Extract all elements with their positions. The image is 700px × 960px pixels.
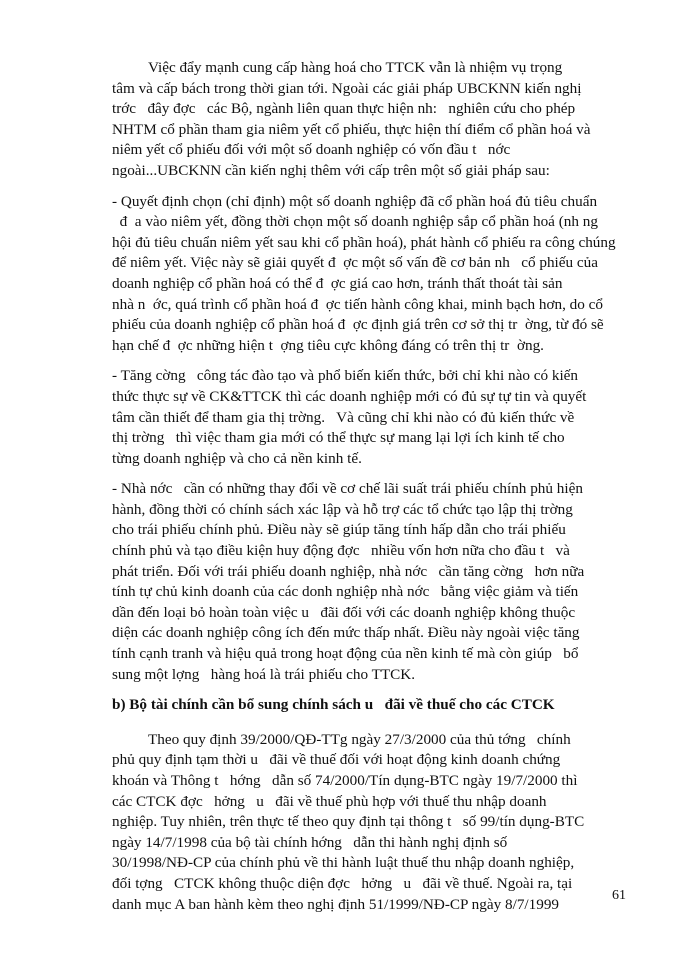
text-line: NHTM cổ phần tham gia niêm yết cổ phiếu, thực hiện thí điểm cổ phần hoá và [112,120,591,138]
section-heading: b) Bộ tài chính cần bổ sung chính sách u đãi về thuế cho các CTCK [112,696,555,714]
text-line: phủ quy định tạm thời u đãi về thuế đối với hoạt động kinh doanh chứng [112,751,561,769]
paragraph-listing-decision [112,192,620,357]
text-line: Theo quy định 39/2000/QĐ-TTg ngày 27/3/2000 của thủ tớng chính [148,730,571,748]
page-number: 61 [612,888,626,903]
page-body [112,58,620,925]
paragraph-intro [112,58,620,182]
text-line: tính tự chủ kinh doanh của các donh nghiệp nhà nớc bằng việc giảm và tiến [112,583,579,601]
text-line: tính cạnh tranh và hiệu quả trong hoạt động của nền kinh tế mà còn giúp bổ [112,645,579,663]
text-line: niêm yết cổ phiếu đối với một số doanh nghiệp có vốn đầu t nớc [112,141,511,159]
text-line: sung một lợng hàng hoá là trái phiếu cho TTCK. [112,665,416,683]
text-line: diện các doanh nghiệp công ích đến mức thấp nhất. Điều này ngoài việc tăng [112,624,580,642]
text-line: trớc đây đợc các Bộ, ngành liên quan thực hiện nh: nghiên cứu cho phép [112,100,576,118]
text-line: khoán và Thông t hớng dẫn số 74/2000/Tín dụng-BTC ngày 19/7/2000 thì [112,772,578,789]
text-line: Việc đẩy mạnh cung cấp hàng hoá cho TTCK vẫn là nhiệm vụ trọng [148,59,563,76]
text-line: từng doanh nghiệp và cho cả nền kinh tế. [112,449,362,467]
text-line: để niêm yết. Việc này sẽ giải quyết đ ợc một số vấn đề cơ bản nh cổ phiếu của [112,254,598,272]
text-line: nhà n ớc, quá trình cổ phần hoá đ ợc tiến hành công khai, minh bạch hơn, do cổ [112,295,603,313]
text-line: đ a vào niêm yết, đồng thời chọn một số doanh nghiệp sắp cổ phần hoá (nh ng [112,213,598,231]
text-line: dần đến loại bỏ hoàn toàn việc u đãi đối với các doanh nghiệp không thuộc [112,603,576,621]
paragraph-state-bonds [112,479,620,685]
text-line: 30/1998/NĐ-CP của chính phủ về thi hành luật thuế thu nhập doanh nghiệp, [112,854,575,872]
text-line: thức thực sự về CK&TTCK thì các doanh nghiệp mới có đủ sự tự tin và quyết [112,387,587,405]
text-line: - Tăng cờng công tác đào tạo và phổ biến kiến thức, bởi chỉ khi nào có kiến [112,367,579,385]
text-line: hành, đồng thời có chính sách xác lập và hỗ trợ các tổ chức tạo lập thị trờng [112,500,573,518]
text-line: cho trái phiếu chính phủ. Điều này sẽ giúp tăng tính hấp dẫn cho trái phiếu [112,521,566,539]
text-line: tâm cần thiết để tham gia thị trờng. Và cũng chỉ khi nào có đủ kiến thức về [112,408,575,426]
paragraph-tax-policy [112,730,620,915]
text-line: các CTCK đợc hởng u đãi về thuế phù hợp với thuế thu nhập doanh [112,792,547,810]
text-line: tâm và cấp bách trong thời gian tới. Ngoài các giải pháp UBCKNN kiến nghị [112,79,582,97]
text-line: - Quyết định chọn (chỉ định) một số doanh nghiệp đã cổ phần hoá đủ tiêu chuẩn [112,192,598,210]
text-line: ngày 14/7/1998 của bộ tài chính hớng dẫn thi hành nghị định số [112,833,508,851]
text-line: thị trờng thì việc tham gia mới có thể thực sự mang lại lợi ích kinh tế cho [112,429,565,447]
text-line: phát triển. Đối với trái phiếu doanh nghiệp, nhà nớc cần tăng cờng hơn nữa [112,562,585,580]
text-line: phiếu của doanh nghiệp cổ phần hoá đ ợc định giá trên cơ sở thị tr ờng, từ đó sẽ [112,316,604,334]
text-line: hạn chế đ ợc những hiện t ợng tiêu cực không đáng có trên thị tr ờng. [112,336,544,354]
text-line: chính phủ và tạo điều kiện huy động đợc nhiều vốn hơn nữa cho đầu t và [112,542,570,560]
text-line: ngoài...UBCKNN cần kiến nghị thêm với cấp trên một số giải pháp sau: [112,161,550,179]
text-line: danh mục A ban hành kèm theo nghị định 51/1999/NĐ-CP ngày 8/7/1999 [112,895,560,913]
text-line: nghiệp. Tuy nhiên, trên thực tế theo quy định tại thông t số 99/tín dụng-BTC [112,813,585,831]
text-line: hội đủ tiêu chuẩn niêm yết sau khi cổ phần hoá), phát hành cổ phiếu ra công chúng [112,233,616,251]
paragraph-training [112,366,620,469]
text-line: - Nhà nớc cần có những thay đổi về cơ chế lãi suất trái phiếu chính phủ hiện [112,480,583,498]
text-line: đối tợng CTCK không thuộc diện đợc hởng u đãi về thuế. Ngoài ra, tại [112,874,573,892]
text-line: doanh nghiệp cổ phần hoá có thể đ ợc giá cao hơn, tránh thất thoát tài sản [112,274,563,292]
